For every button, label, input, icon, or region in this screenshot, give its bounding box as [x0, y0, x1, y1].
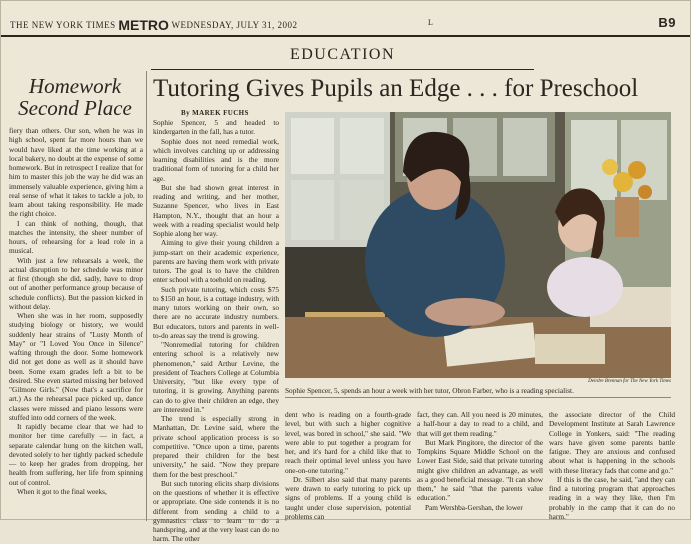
- main-paragraph: Sophie does not need remedial work, which involves catching up or addressing learning disabilities and is the more traditional form of tutoring for a child her age.: [153, 136, 279, 183]
- main-paragraph: But such tutoring elicits sharp divisions on the questions of whether it is effective or appropriate. One side contends it is no different from sending a child to a gymnastics class to learn to do a handspring, and at the very least can do no harm. The other: [153, 478, 279, 544]
- edition-mark: L: [428, 18, 434, 27]
- masthead: [10, 13, 676, 33]
- main-paragraph: fact, they can. All you need is 20 minutes, a half-hour a day to read to a child, and that will get them reading.": [417, 410, 543, 438]
- photo-caption: Sophie Spencer, 5, spends an hour a week with her tutor, Obron Farber, who is a reading specialist.: [285, 386, 574, 395]
- section-rule: [151, 69, 534, 70]
- main-paragraph: Sophie Spencer, 5 and headed to kindergarten in the fall, has a tutor.: [153, 118, 279, 137]
- masthead-rule: [1, 35, 690, 37]
- main-paragraph: The trend is especially strong in Manhattan, Dr. Levine said, where the private school application process is so competitive. "Once upon a time, parents prepared their children for the best university," he said. "Now they prepare them for the best preschool.": [153, 414, 279, 479]
- main-paragraph: But Mark Pingitore, the director of the Tompkins Square Middle School on the Lower East Side, said that private tutoring might give children an advantage, as well as a good beneficial message. "It can show them," he said "that the parents value education.": [417, 437, 543, 503]
- left-paragraph: When it got to the final weeks,: [17, 486, 107, 496]
- left-article-headline: [7, 75, 143, 119]
- left-headline-line-1: Homework: [28, 74, 122, 98]
- main-paragraph: Aiming to give their young children a jump-start on their academic experience, parents are having them work with private tutors. The goal is to have the children enter school with a toehold on reading.: [153, 238, 279, 285]
- article-photo: [285, 112, 671, 378]
- main-article-column-2: [285, 410, 411, 521]
- page-number: B9: [658, 15, 676, 30]
- left-paragraph: fiery than others. Our son, when he was in high school, spent far more hours than we would have liked at the time working at a local bakery, no doubt at the expense of some homework. But in retrospect I realize that for him to master this job the way he did was an immensely valuable experience, giving him a real sense of what it takes to tackle a job, to learn about taking responsibility. He made the right choice.: [9, 126, 143, 219]
- column-divider: [146, 71, 147, 521]
- paper-name: THE NEW YORK TIMES: [10, 20, 116, 30]
- left-paragraph: With just a few rehearsals a week, the actual disruption to her schedule was minor at first (though she did, sadly, have to drop out of another performance group because of schedule conflicts). But the passion kicked in without delay.: [9, 255, 143, 311]
- main-paragraph: Such private tutoring, which costs $75 to $150 an hour, is a cottage industry, with many tutors working on their own, so there are no accurate industry numbers. But educators, tutors and parents in well-to-do areas say the trend is growing.: [153, 284, 279, 340]
- section-word: METRO: [118, 17, 169, 33]
- main-paragraph: If this is the case, he said, "and they can find a tutoring program that approaches reading in a way they like, then I'm probably in the camp that it can do no harm.": [549, 474, 675, 521]
- left-paragraph: It rapidly became clear that we had to monitor her time carefully — in fact, a separate calendar hung on the kitchen wall, devoted solely to her tightly packed schedule — to keep her grades from dropping, her health from suffering, her life from spinning out of control.: [9, 422, 143, 487]
- main-article-column-4: [549, 410, 675, 521]
- main-headline: Tutoring Gives Pupils an Edge . . . for Preschool: [153, 75, 639, 102]
- photo-credit: Deirdre Brennan for The New York Times: [588, 379, 671, 384]
- masthead-title: [10, 17, 298, 33]
- issue-date: WEDNESDAY, JULY 31, 2002: [171, 20, 298, 30]
- left-headline-line-2: Second Place: [18, 96, 132, 120]
- main-paragraph: Pam Wershba-Gershan, the lower: [425, 502, 523, 512]
- byline: By MAREK FUCHS: [181, 109, 249, 117]
- main-paragraph: Dr. Silbert also said that many parents were drawn to early tutoring to pick up signs of problems. If a young child is taught under close supervision, potential problems can: [285, 474, 411, 521]
- section-label: EDUCATION: [289, 46, 396, 63]
- main-paragraph: dent who is reading on a fourth-grade level, but with such a higher cognitive level, was bored in school," she said. "We were able to put together a program for her, and it's hard for a child like that to reach their optimal level unless you have one-on-one tutoring.": [285, 410, 411, 475]
- photo-illustration: [285, 112, 671, 378]
- left-article-body: [9, 126, 143, 496]
- caption-rule: [285, 397, 671, 398]
- main-article-column-3: [417, 410, 543, 512]
- main-paragraph: "Nonremedial tutoring for children entering school is a relatively new phenomenon," said Arthur Levine, the president of Teachers College at Columbia University, "but like every type of tutoring, it is growing. Anything parents can do to give their children an edge, they are interested in.": [153, 340, 279, 414]
- main-article-column-1: [153, 118, 279, 544]
- left-paragraph: When she was in her room, supposedly studying biology or history, we would suddenly hear strains of "Lusty Month of May" or "I Loved You Once in Silence" wafting through the door. Some homework did not get done as well as it should have been. Some exam grades left a bit to be desired. She even started missing her beloved "Gilmore Girls." (Now that's a sacrifice for art.) As the rehearsal pace picked up, dance classes were missed and piano lessons were stuffed into odd corners of the week.: [9, 311, 143, 422]
- main-paragraph: But she had shown great interest in reading and writing, and her mother, Suzanne Spencer, who lives in East Hampton, N.Y., thought that an hour a week with a reading specialist would help Sophie along her way.: [153, 182, 279, 238]
- main-paragraph: the associate director of the Child Development Institute at Sarah Lawrence College in Yonkers, said: "The reading wars have given some parents battle fatigue. They are anxious and confused about what is happening in the schools with these literacy fads that come and go.": [549, 410, 675, 475]
- left-paragraph: I can think of nothing, though, that matches the intensity, the sheer number of hours, of rehearsing for a lead role in a musical.: [9, 218, 143, 256]
